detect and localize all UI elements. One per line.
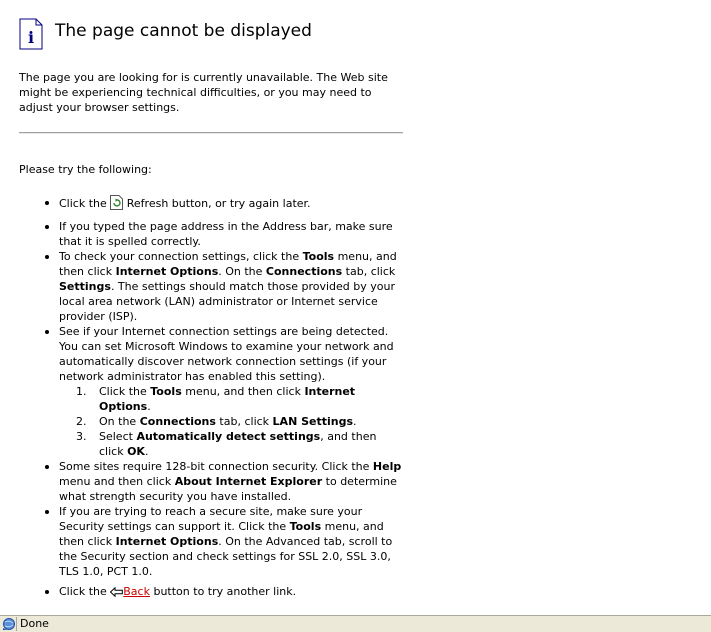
svg-text:i: i bbox=[27, 28, 35, 47]
text: Select bbox=[99, 430, 137, 443]
text: Click the bbox=[99, 385, 151, 398]
status-separator bbox=[16, 617, 17, 631]
list-item-detect bbox=[19, 324, 403, 459]
text: . bbox=[144, 445, 149, 458]
bold-text: Tools bbox=[302, 250, 335, 263]
bold-text: Connections bbox=[139, 415, 216, 428]
text: menu and then click bbox=[59, 475, 175, 488]
step-number: 2. bbox=[76, 415, 87, 428]
refresh-icon[interactable] bbox=[110, 195, 123, 214]
bold-text: Internet Options bbox=[115, 265, 219, 278]
page-title: The page cannot be displayed bbox=[55, 21, 312, 41]
detect-text: See if your Internet connection settings are being detected. You can set Microsoft Windows to examine your network and automatically discover network connection settings (if your network administrator has enabled this setting). bbox=[59, 325, 394, 383]
detect-steps bbox=[59, 384, 403, 459]
bold-text: About Internet Explorer bbox=[174, 475, 323, 488]
refresh-pre-text: Click the bbox=[59, 197, 111, 210]
step-number: 1. bbox=[76, 385, 87, 398]
status-bar bbox=[0, 615, 711, 632]
back-link[interactable]: Back bbox=[123, 585, 150, 598]
text: To check your connection settings, click the bbox=[59, 250, 303, 263]
text: menu, and then click bbox=[59, 250, 397, 278]
divider bbox=[19, 132, 403, 134]
text: . bbox=[147, 400, 151, 413]
text: to determine what strength security you have installed. bbox=[59, 475, 397, 503]
refresh-post-text: Refresh button, or try again later. bbox=[123, 197, 311, 210]
bold-text: Connections bbox=[265, 265, 343, 278]
text: tab, click bbox=[342, 265, 396, 278]
text: tab, click bbox=[215, 415, 273, 428]
text: menu, and then click bbox=[181, 385, 305, 398]
list-item-connection bbox=[19, 249, 403, 324]
text: On the bbox=[99, 415, 140, 428]
text: . On the bbox=[218, 265, 266, 278]
info-icon bbox=[19, 18, 43, 50]
list-item-back bbox=[19, 584, 403, 602]
text: , and then click bbox=[99, 430, 377, 458]
bold-text: OK bbox=[127, 445, 145, 458]
try-heading: Please try the following: bbox=[19, 163, 152, 176]
suggestions-list bbox=[19, 195, 403, 602]
bold-text: Settings bbox=[59, 280, 111, 293]
bold-text: Tools bbox=[150, 385, 182, 398]
text: . bbox=[353, 415, 357, 428]
step-item bbox=[59, 429, 403, 459]
text: If you are trying to reach a secure site, make sure your Security settings can support it. Click the bbox=[59, 505, 363, 533]
intro-text: The page you are looking for is currently unavailable. The Web site might be experiencing technical difficulties, or you may need to adjust your browser settings. bbox=[19, 71, 388, 114]
list-item-address: If you typed the page address in the Address bar, make sure that it is spelled correctly. bbox=[19, 219, 403, 249]
step-item bbox=[59, 384, 403, 414]
bold-text: Help bbox=[372, 460, 402, 473]
text: . The settings should match those provided by your local area network (LAN) administrator or Internet service provider (ISP). bbox=[59, 280, 395, 323]
text: Click the bbox=[59, 585, 111, 598]
back-arrow-icon[interactable] bbox=[110, 587, 123, 602]
bold-text: Internet Options bbox=[115, 535, 219, 548]
text: button to try another link. bbox=[149, 585, 297, 598]
step-item bbox=[59, 414, 403, 429]
text: . On the Advanced tab, scroll to the Security section and check settings for SSL 2.0, SSL 3.0, TLS 1.0, PCT 1.0. bbox=[59, 535, 393, 578]
list-item-secure-site bbox=[19, 504, 403, 579]
list-item-security bbox=[19, 459, 403, 504]
bold-text: Automatically detect settings bbox=[136, 430, 321, 443]
list-item-refresh bbox=[19, 195, 403, 214]
bold-text: LAN Settings bbox=[272, 415, 354, 428]
page-done-icon bbox=[2, 617, 16, 631]
text: menu, and then click bbox=[59, 520, 384, 548]
bold-text: Internet Options bbox=[99, 385, 356, 413]
status-text: Done bbox=[20, 617, 49, 630]
step-number: 3. bbox=[76, 430, 87, 443]
bold-text: Tools bbox=[289, 520, 322, 533]
text: Some sites require 128-bit connection security. Click the bbox=[59, 460, 373, 473]
